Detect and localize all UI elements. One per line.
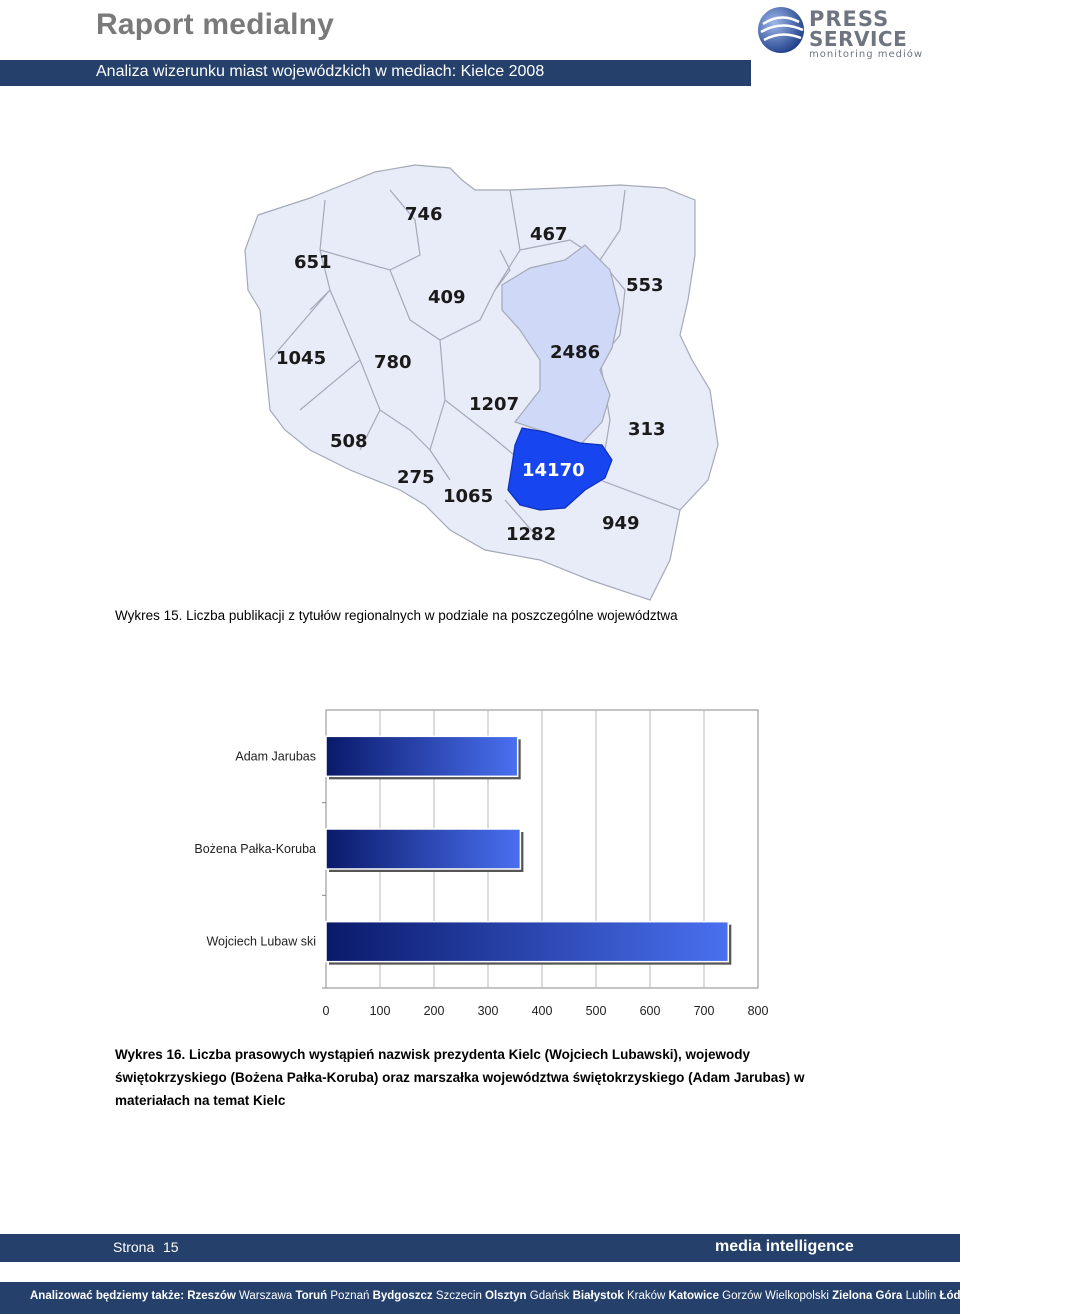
- bar-chart: [100, 700, 800, 1030]
- city-item: Kielce: [1052, 1290, 1084, 1302]
- city-item: Katowice: [668, 1290, 723, 1302]
- map-value-podlaskie: 553: [626, 275, 664, 296]
- bar: [326, 829, 520, 869]
- city-item: Białystok: [572, 1290, 627, 1302]
- map-value-opolskie: 275: [397, 467, 435, 488]
- map-value-dolnoslaskie: 508: [330, 431, 368, 452]
- map-value-kujawsko-pomorskie: 409: [428, 287, 466, 308]
- map-value-warminsko-mazurskie: 467: [530, 224, 568, 245]
- x-tick-label: 200: [423, 1004, 445, 1018]
- x-tick-label: 100: [369, 1004, 391, 1018]
- city-item: Warszawa: [238, 1290, 296, 1302]
- bar: [326, 922, 728, 962]
- city-item: Lublin: [905, 1290, 940, 1302]
- city-item: Olsztyn: [485, 1290, 530, 1302]
- cities-list: [30, 1290, 1084, 1302]
- map-value-wielkopolskie: 780: [374, 352, 412, 373]
- x-tick-label: 400: [531, 1004, 553, 1018]
- page-label: Strona: [113, 1239, 155, 1255]
- category-label: Wojciech Lubaw ski: [206, 934, 316, 949]
- category-label: Bożena Pałka-Koruba: [194, 842, 316, 856]
- figure-15-caption: Wykres 15. Liczba publikacji z tytułów regionalnych w podziale na poszczególne województwa: [115, 608, 678, 623]
- report-title: Raport medialny: [96, 8, 335, 41]
- map-value-podkarpackie: 949: [602, 513, 640, 534]
- press-service-logo: [757, 4, 947, 60]
- map-value-slaskie: 1065: [443, 486, 494, 507]
- country-outline: [245, 165, 718, 600]
- city-item: Bydgoszcz: [372, 1290, 436, 1302]
- map-value-pomorskie: 746: [405, 204, 443, 225]
- city-item: Wrocław: [969, 1290, 1017, 1302]
- city-item: Rzeszów: [187, 1290, 239, 1302]
- city-item: Opole: [1016, 1290, 1053, 1302]
- city-item: Poznań: [330, 1290, 373, 1302]
- poland-map: [240, 160, 730, 605]
- city-item: Zielona Góra: [832, 1290, 906, 1302]
- map-value-lodzkie: 1207: [469, 394, 520, 415]
- city-item: Gdańsk: [529, 1290, 573, 1302]
- city-item: Toruń: [295, 1290, 331, 1302]
- map-value-malopolskie: 1282: [506, 524, 557, 545]
- logo-text-tagline: monitoring mediów: [809, 49, 924, 60]
- logo-text-press: PRESS: [809, 7, 890, 31]
- x-tick-label: 700: [693, 1004, 715, 1018]
- map-value-lubuskie: 1045: [276, 348, 327, 369]
- bar: [326, 736, 518, 776]
- x-tick-label: 300: [477, 1004, 499, 1018]
- city-item: Kraków: [626, 1290, 669, 1302]
- footer-tagline: media intelligence: [715, 1238, 854, 1255]
- logo-text-service: SERVICE: [809, 27, 908, 51]
- header-divider: [750, 60, 751, 86]
- x-tick-label: 600: [639, 1004, 661, 1018]
- city-item: Gorzów Wielkopolski: [722, 1290, 833, 1302]
- page-number: 15: [163, 1239, 179, 1255]
- city-item: Szczecin: [435, 1290, 486, 1302]
- map-value-mazowieckie: 2486: [550, 342, 601, 363]
- cities-prefix: Analizować będziemy także:: [30, 1290, 188, 1302]
- figure-16-caption: Wykres 16. Liczba prasowych wystąpień nazwisk prezydenta Kielc (Wojciech Lubawski), wojewody świętokrzyskiego (Bożena Pałka-Koruba) oraz marszałka województwa świętokrzyskiego (Adam Jarubas) w materiałach na temat Kielc: [115, 1047, 805, 1108]
- x-tick-label: 800: [747, 1004, 769, 1018]
- category-label: Adam Jarubas: [235, 749, 316, 764]
- map-value-swietokrzyskie: 14170: [522, 460, 585, 481]
- x-tick-label: 0: [322, 1004, 330, 1018]
- map-value-zachodniopomorskie: 651: [294, 252, 332, 273]
- map-value-lubelskie: 313: [628, 419, 666, 440]
- report-subtitle: Analiza wizerunku miast wojewódzkich w mediach: Kielce 2008: [96, 63, 545, 80]
- city-item: Łódź: [939, 1290, 970, 1302]
- x-tick-label: 500: [585, 1004, 607, 1018]
